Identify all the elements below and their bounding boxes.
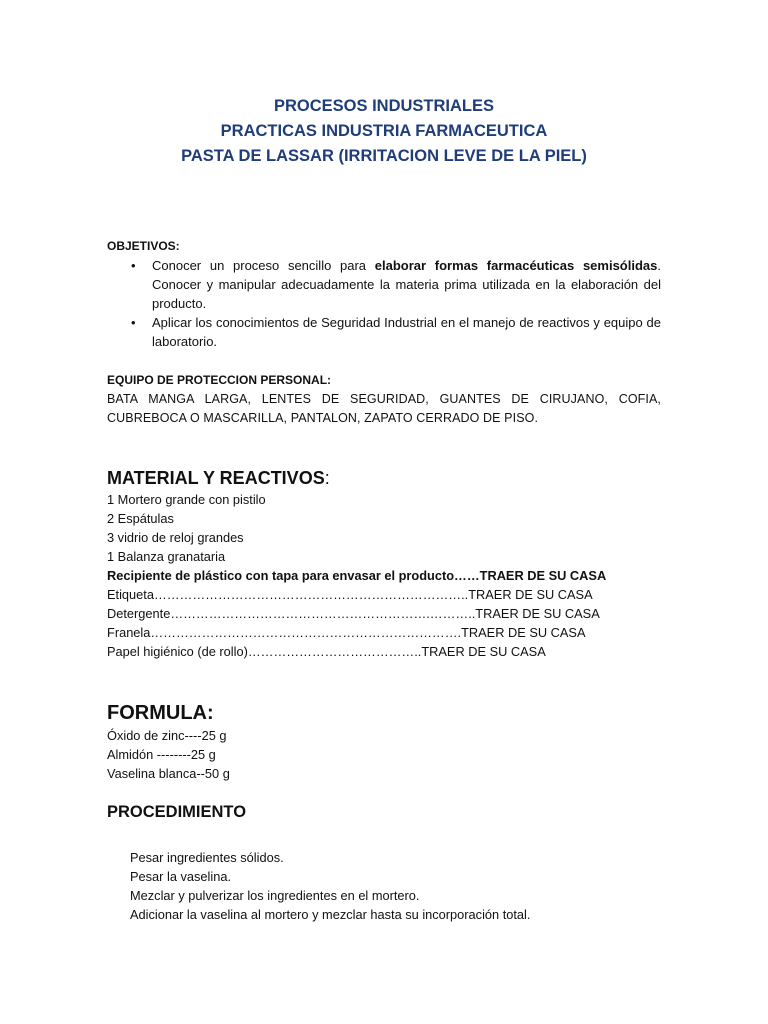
material-item: 1 Balanza granataria xyxy=(107,549,226,564)
procedimiento-step: Adicionar la vaselina al mortero y mezclar hasta su incorporación total. xyxy=(130,907,531,922)
objetivo-1-text-a: Conocer un proceso sencillo para xyxy=(152,258,375,273)
title-line-2: PRACTICAS INDUSTRIA FARMACEUTICA xyxy=(220,122,548,140)
objetivos-section xyxy=(107,237,661,351)
objetivo-2-text: Aplicar los conocimientos de Seguridad Industrial en el manejo de reactivos y equipo de laboratorio. xyxy=(152,315,661,349)
objetivo-item-2 xyxy=(107,313,661,351)
equipo-text: BATA MANGA LARGA, LENTES DE SEGURIDAD, GUANTES DE CIRUJANO, COFIA, CUBREBOCA O MASCARILLA, PANTALON, ZAPATO CERRADO DE PISO. xyxy=(107,392,661,425)
title-line-1: PROCESOS INDUSTRIALES xyxy=(273,97,495,115)
material-heading xyxy=(107,466,661,490)
objetivos-heading: OBJETIVOS: xyxy=(107,239,180,253)
material-dotted-item: Etiqueta………………………………………………………………..TRAER DE SU CASA xyxy=(107,587,593,602)
material-dotted-item: Papel higiénico (de rollo)…………………………………..TRAER DE SU CASA xyxy=(107,644,546,659)
material-item: 3 vidrio de reloj grandes xyxy=(107,530,244,545)
formula-item: Vaselina blanca--50 g xyxy=(107,766,230,781)
equipo-heading: EQUIPO DE PROTECCION PERSONAL: xyxy=(107,373,332,387)
material-dotted-item: Detergente…………………………………………………….………..TRAER DE SU CASA xyxy=(107,606,600,621)
formula-section xyxy=(107,700,661,783)
objetivo-1-text-b: . Conocer y manipular adecuadamente la materia prima utilizada en la elaboración del producto. xyxy=(152,258,662,311)
material-dotted-item: Franela……………………………………………………………….TRAER DE SU CASA xyxy=(107,625,586,640)
material-item-bold: Recipiente de plástico con tapa para envasar el producto……TRAER DE SU CASA xyxy=(107,568,607,583)
bullet-icon: • xyxy=(131,258,136,273)
procedimiento-step: Pesar ingredientes sólidos. xyxy=(130,850,284,865)
procedimiento-step: Mezclar y pulverizar los ingredientes en el mortero. xyxy=(130,888,420,903)
title-block xyxy=(107,94,661,169)
material-heading-text: MATERIAL Y REACTIVOS xyxy=(107,468,325,488)
equipo-section xyxy=(107,371,661,428)
formula-item: Óxido de zinc----25 g xyxy=(107,728,227,743)
formula-item: Almidón --------25 g xyxy=(107,747,216,762)
material-item: 2 Espátulas xyxy=(107,511,174,526)
formula-heading: FORMULA: xyxy=(107,702,214,724)
procedimiento-section xyxy=(107,801,661,924)
bullet-icon: • xyxy=(131,315,136,330)
procedimiento-step: Pesar la vaselina. xyxy=(130,869,232,884)
objetivos-list xyxy=(107,256,661,351)
objetivo-1-text-bold: elaborar formas farmacéuticas semisólidas xyxy=(374,258,658,273)
material-section xyxy=(107,466,661,661)
title-line-3: PASTA DE LASSAR (IRRITACION LEVE DE LA PIEL) xyxy=(181,147,587,165)
procedimiento-heading: PROCEDIMIENTO xyxy=(107,803,247,821)
material-heading-colon: : xyxy=(324,468,330,488)
material-item: 1 Mortero grande con pistilo xyxy=(107,492,266,507)
objetivo-item-1 xyxy=(107,256,661,313)
